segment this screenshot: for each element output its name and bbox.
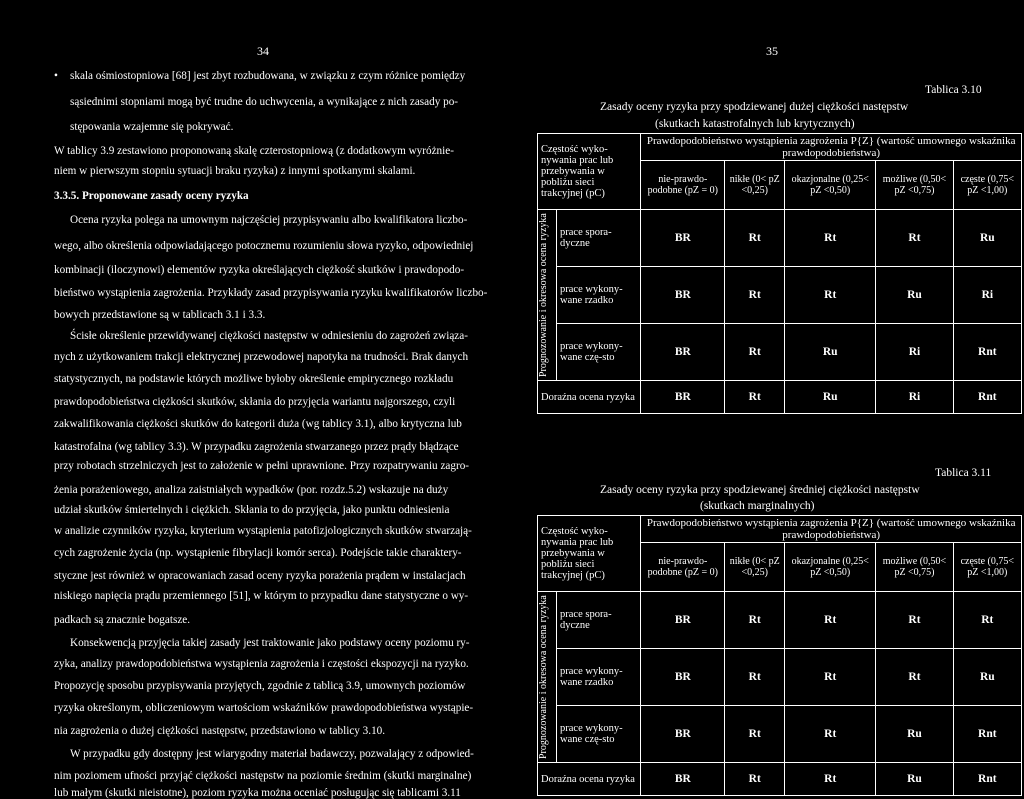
risk-cell: Rt bbox=[785, 267, 876, 324]
column-header: okazjonalne (0,25< pZ <0,50) bbox=[785, 543, 876, 592]
row-label: prace spora-dyczne bbox=[557, 592, 641, 649]
risk-cell: BR bbox=[641, 592, 725, 649]
text-line: Konsekwencją przyjęcia takiej zasady jest traktowanie jako podstawy oceny poziomu ry- bbox=[70, 637, 470, 649]
text-line: W przypadku gdy dostępny jest wiarygodny materiał badawczy, pozwalający z odpowied- bbox=[70, 748, 474, 760]
column-header: nie-prawdo-podobne (pZ = 0) bbox=[641, 161, 725, 210]
text-line: wego, albo określenia odpowiadającego potocznemu rozumieniu słowa ryzyko, odpowiedniej bbox=[54, 240, 474, 252]
table-3-11-grid bbox=[537, 515, 1022, 796]
column-header: nikłe (0< pZ <0,25) bbox=[725, 161, 785, 210]
text-line: 3.3.5. Proponowane zasady oceny ryzyka bbox=[54, 190, 249, 202]
column-header: możliwe (0,50< pZ <0,75) bbox=[876, 161, 953, 210]
text-line: katastrofalna (wg tablicy 3.3). W przypadku zagrożenia stwarzanego przez prądy błądzące bbox=[54, 441, 459, 453]
risk-cell: BR bbox=[641, 381, 725, 414]
row-label: prace wykony-wane rzadko bbox=[557, 267, 641, 324]
header-probability: Prawdopodobieństwo wystąpienia zagrożenia P{Z} (wartość umownego wskaźnika prawdopodobieństwa) bbox=[641, 134, 1022, 161]
risk-cell: Ru bbox=[953, 210, 1021, 267]
column-header: częste (0,75< pZ <1,00) bbox=[953, 161, 1021, 210]
risk-cell: Rnt bbox=[953, 763, 1021, 796]
risk-cell: BR bbox=[641, 649, 725, 706]
text-line: stępowania wzajemne się pokrywać. bbox=[70, 121, 234, 133]
text-line: statystycznych, na podstawie których możliwe byłoby określenie empirycznego rozkładu bbox=[54, 373, 454, 385]
text-line: kombinacji (iloczynowi) elementów ryzyka określających ciężkość skutków i prawdopodo- bbox=[54, 264, 465, 276]
text-line: niem w pierwszym stopniu sytuacji braku ryzyka) z innymi spotkanymi skalami. bbox=[54, 165, 416, 177]
risk-cell: Rt bbox=[785, 706, 876, 763]
risk-cell: Rt bbox=[876, 210, 953, 267]
risk-cell: Rnt bbox=[953, 706, 1021, 763]
text-line: żenia porażeniowego, analiza zaistniałych wypadków (por. rozdz.5.2) wskazuje na duży bbox=[54, 484, 449, 496]
risk-cell: Rt bbox=[725, 267, 785, 324]
text-line: bieństwo wystąpienia zagrożenia. Przykłady zasad przypisywania ryzyku kwalifikatorów liczbo- bbox=[54, 287, 488, 299]
table-3-11-title: Zasady oceny ryzyka przy spodziewanej średniej ciężkości następstw bbox=[600, 484, 920, 496]
column-header: nie-prawdo-podobne (pZ = 0) bbox=[641, 543, 725, 592]
table-3-11-subtitle: (skutkach marginalnych) bbox=[700, 500, 815, 512]
text-line: padkach są znacznie bogatsze. bbox=[54, 614, 191, 626]
row-label: prace wykony-wane czę-sto bbox=[557, 706, 641, 763]
header-frequency: Częstość wyko-nywania prac lub przebywania w pobliżu sieci trakcyjnej (pC) bbox=[538, 134, 641, 210]
risk-cell: Rt bbox=[725, 649, 785, 706]
text-line: prawdopodobieństwa ciężkości skutków, skłania do przyjęcia wariantu najgorszego, czyli bbox=[54, 396, 456, 408]
vertical-label: Prognozowanie i okresowa ocena ryzyka bbox=[538, 213, 549, 377]
risk-cell: BR bbox=[641, 324, 725, 381]
vertical-label: Prognozowanie i okresowa ocena ryzyka bbox=[538, 595, 549, 759]
risk-cell: BR bbox=[641, 706, 725, 763]
risk-cell: BR bbox=[641, 267, 725, 324]
risk-cell: Ru bbox=[953, 649, 1021, 706]
row-label: prace wykony-wane rzadko bbox=[557, 649, 641, 706]
text-line: nych z użytkowaniem trakcji elektrycznej przewodowej napotyka na trudności. Brak danych bbox=[54, 351, 469, 363]
risk-cell: Rt bbox=[725, 706, 785, 763]
risk-cell: Rt bbox=[785, 210, 876, 267]
risk-cell: Ri bbox=[876, 381, 953, 414]
text-line: nia zagrożenia o dużej ciężkości następstw, przedstawiono w tablicy 3.10. bbox=[54, 725, 386, 737]
table-3-10-label: Tablica 3.10 bbox=[925, 84, 982, 96]
text-line: niskiego napięcia prądu przemiennego [51], w którym to przypadku dane statystyczne o wy- bbox=[54, 590, 469, 602]
page-number-left: 34 bbox=[257, 44, 269, 58]
risk-cell: Ru bbox=[876, 706, 953, 763]
risk-cell: Rnt bbox=[953, 381, 1021, 414]
row-label: Doraźna ocena ryzyka bbox=[538, 381, 641, 414]
risk-cell: Ri bbox=[953, 267, 1021, 324]
risk-cell: BR bbox=[641, 763, 725, 796]
table-3-11-label: Tablica 3.11 bbox=[935, 467, 992, 479]
column-header: częste (0,75< pZ <1,00) bbox=[953, 543, 1021, 592]
risk-cell: Ru bbox=[785, 324, 876, 381]
text-line: zyka, analizy prawdopodobieństwa wystąpienia zagrożenia i częstości ekspozycji na ryzyko. bbox=[54, 658, 469, 670]
text-line: cych zagrożenie życia (np. wystąpienie fibrylacji komór serca). Podejście takie charaktery- bbox=[54, 547, 462, 559]
risk-cell: Rt bbox=[785, 592, 876, 649]
row-label: prace wykony-wane czę-sto bbox=[557, 324, 641, 381]
risk-cell: Rt bbox=[785, 649, 876, 706]
text-line: Ścisłe określenie przewidywanej ciężkości następstw w odniesieniu do zagrożeń związa- bbox=[70, 330, 468, 342]
page-number-right: 35 bbox=[766, 44, 778, 58]
table-3-10-title: Zasady oceny ryzyka przy spodziewanej dużej ciężkości następstw bbox=[600, 101, 909, 113]
text-line: przy robotach strzelniczych jest to założenie w pełni uprawnione. Przy rozpatrywaniu zagro- bbox=[54, 460, 470, 472]
risk-cell: Ru bbox=[876, 267, 953, 324]
risk-cell: Rt bbox=[876, 592, 953, 649]
text-line: Propozycję sposobu przypisywania przyjętych, zgodnie z tablicą 3.9, umownych poziomów bbox=[54, 680, 466, 692]
row-label: prace spora-dyczne bbox=[557, 210, 641, 267]
text-line: • skala ośmiostopniowa [68] jest zbyt rozbudowana, w związku z czym różnice pomiędzy bbox=[70, 70, 505, 82]
text-line: w analizie czynników ryzyka, kryterium wystąpienia patofizjologicznych skutków stwarzają- bbox=[54, 525, 472, 537]
header-probability: Prawdopodobieństwo wystąpienia zagrożenia P{Z} (wartość umownego wskaźnika prawdopodobieństwa) bbox=[641, 516, 1022, 543]
risk-cell: Ru bbox=[876, 763, 953, 796]
risk-cell: Rt bbox=[725, 592, 785, 649]
risk-cell: Rnt bbox=[953, 324, 1021, 381]
text-line: W tablicy 3.9 zestawiono proponowaną skalę czterostopniową (z dodatkowym wyróżnie- bbox=[54, 145, 454, 157]
table-3-10-subtitle: (skutkach katastrofalnych lub krytycznych) bbox=[655, 118, 855, 130]
risk-cell: Rt bbox=[725, 210, 785, 267]
risk-cell: Rt bbox=[876, 649, 953, 706]
text-line: sąsiednimi stopniami mogą być trudne do uchwycenia, a wynikające z nich zasady po- bbox=[70, 96, 459, 108]
row-label: Doraźna ocena ryzyka bbox=[538, 763, 641, 796]
column-header: nikłe (0< pZ <0,25) bbox=[725, 543, 785, 592]
risk-cell: Rt bbox=[953, 592, 1021, 649]
text-line: nim poziomem ufności przyjąć ciężkości następstw na poziomie średnim (skutki marginalne) bbox=[54, 770, 472, 782]
risk-cell: Rt bbox=[725, 763, 785, 796]
risk-cell: BR bbox=[641, 210, 725, 267]
risk-cell: Ri bbox=[876, 324, 953, 381]
risk-cell: Rt bbox=[725, 381, 785, 414]
column-header: możliwe (0,50< pZ <0,75) bbox=[876, 543, 953, 592]
risk-cell: Rt bbox=[725, 324, 785, 381]
text-line: Ocena ryzyka polega na umownym najczęściej przypisywaniu albo kwalifikatora liczbo- bbox=[70, 214, 468, 226]
text-line: ryzyka określonym, obliczeniowym wartościom wskaźników prawdopodobieństwa wystąpie- bbox=[54, 702, 474, 714]
risk-cell: Rt bbox=[785, 763, 876, 796]
table-3-10-grid bbox=[537, 133, 1022, 414]
text-line: styczne jest również w opracowaniach zasad oceny ryzyka porażenia prądem w instalacjach bbox=[54, 570, 466, 582]
text-line: zakwalifikowania ciężkości skutków do kategorii duża (wg tablicy 3.1), albo krytyczna lub bbox=[54, 418, 462, 430]
column-header: okazjonalne (0,25< pZ <0,50) bbox=[785, 161, 876, 210]
text-line: lub małym (skutki nieistotne), poziom ryzyka można oceniać posługując się tablicami 3.11 bbox=[54, 787, 461, 799]
header-frequency: Częstość wyko-nywania prac lub przebywania w pobliżu sieci trakcyjnej (pC) bbox=[538, 516, 641, 592]
text-line: udział skutków śmiertelnych i ciężkich. Skłania to do przyjęcia, jako punktu odniesienia bbox=[54, 504, 450, 516]
text-line: bowych przedstawione są w tablicach 3.1 i 3.3. bbox=[54, 309, 266, 321]
risk-cell: Ru bbox=[785, 381, 876, 414]
